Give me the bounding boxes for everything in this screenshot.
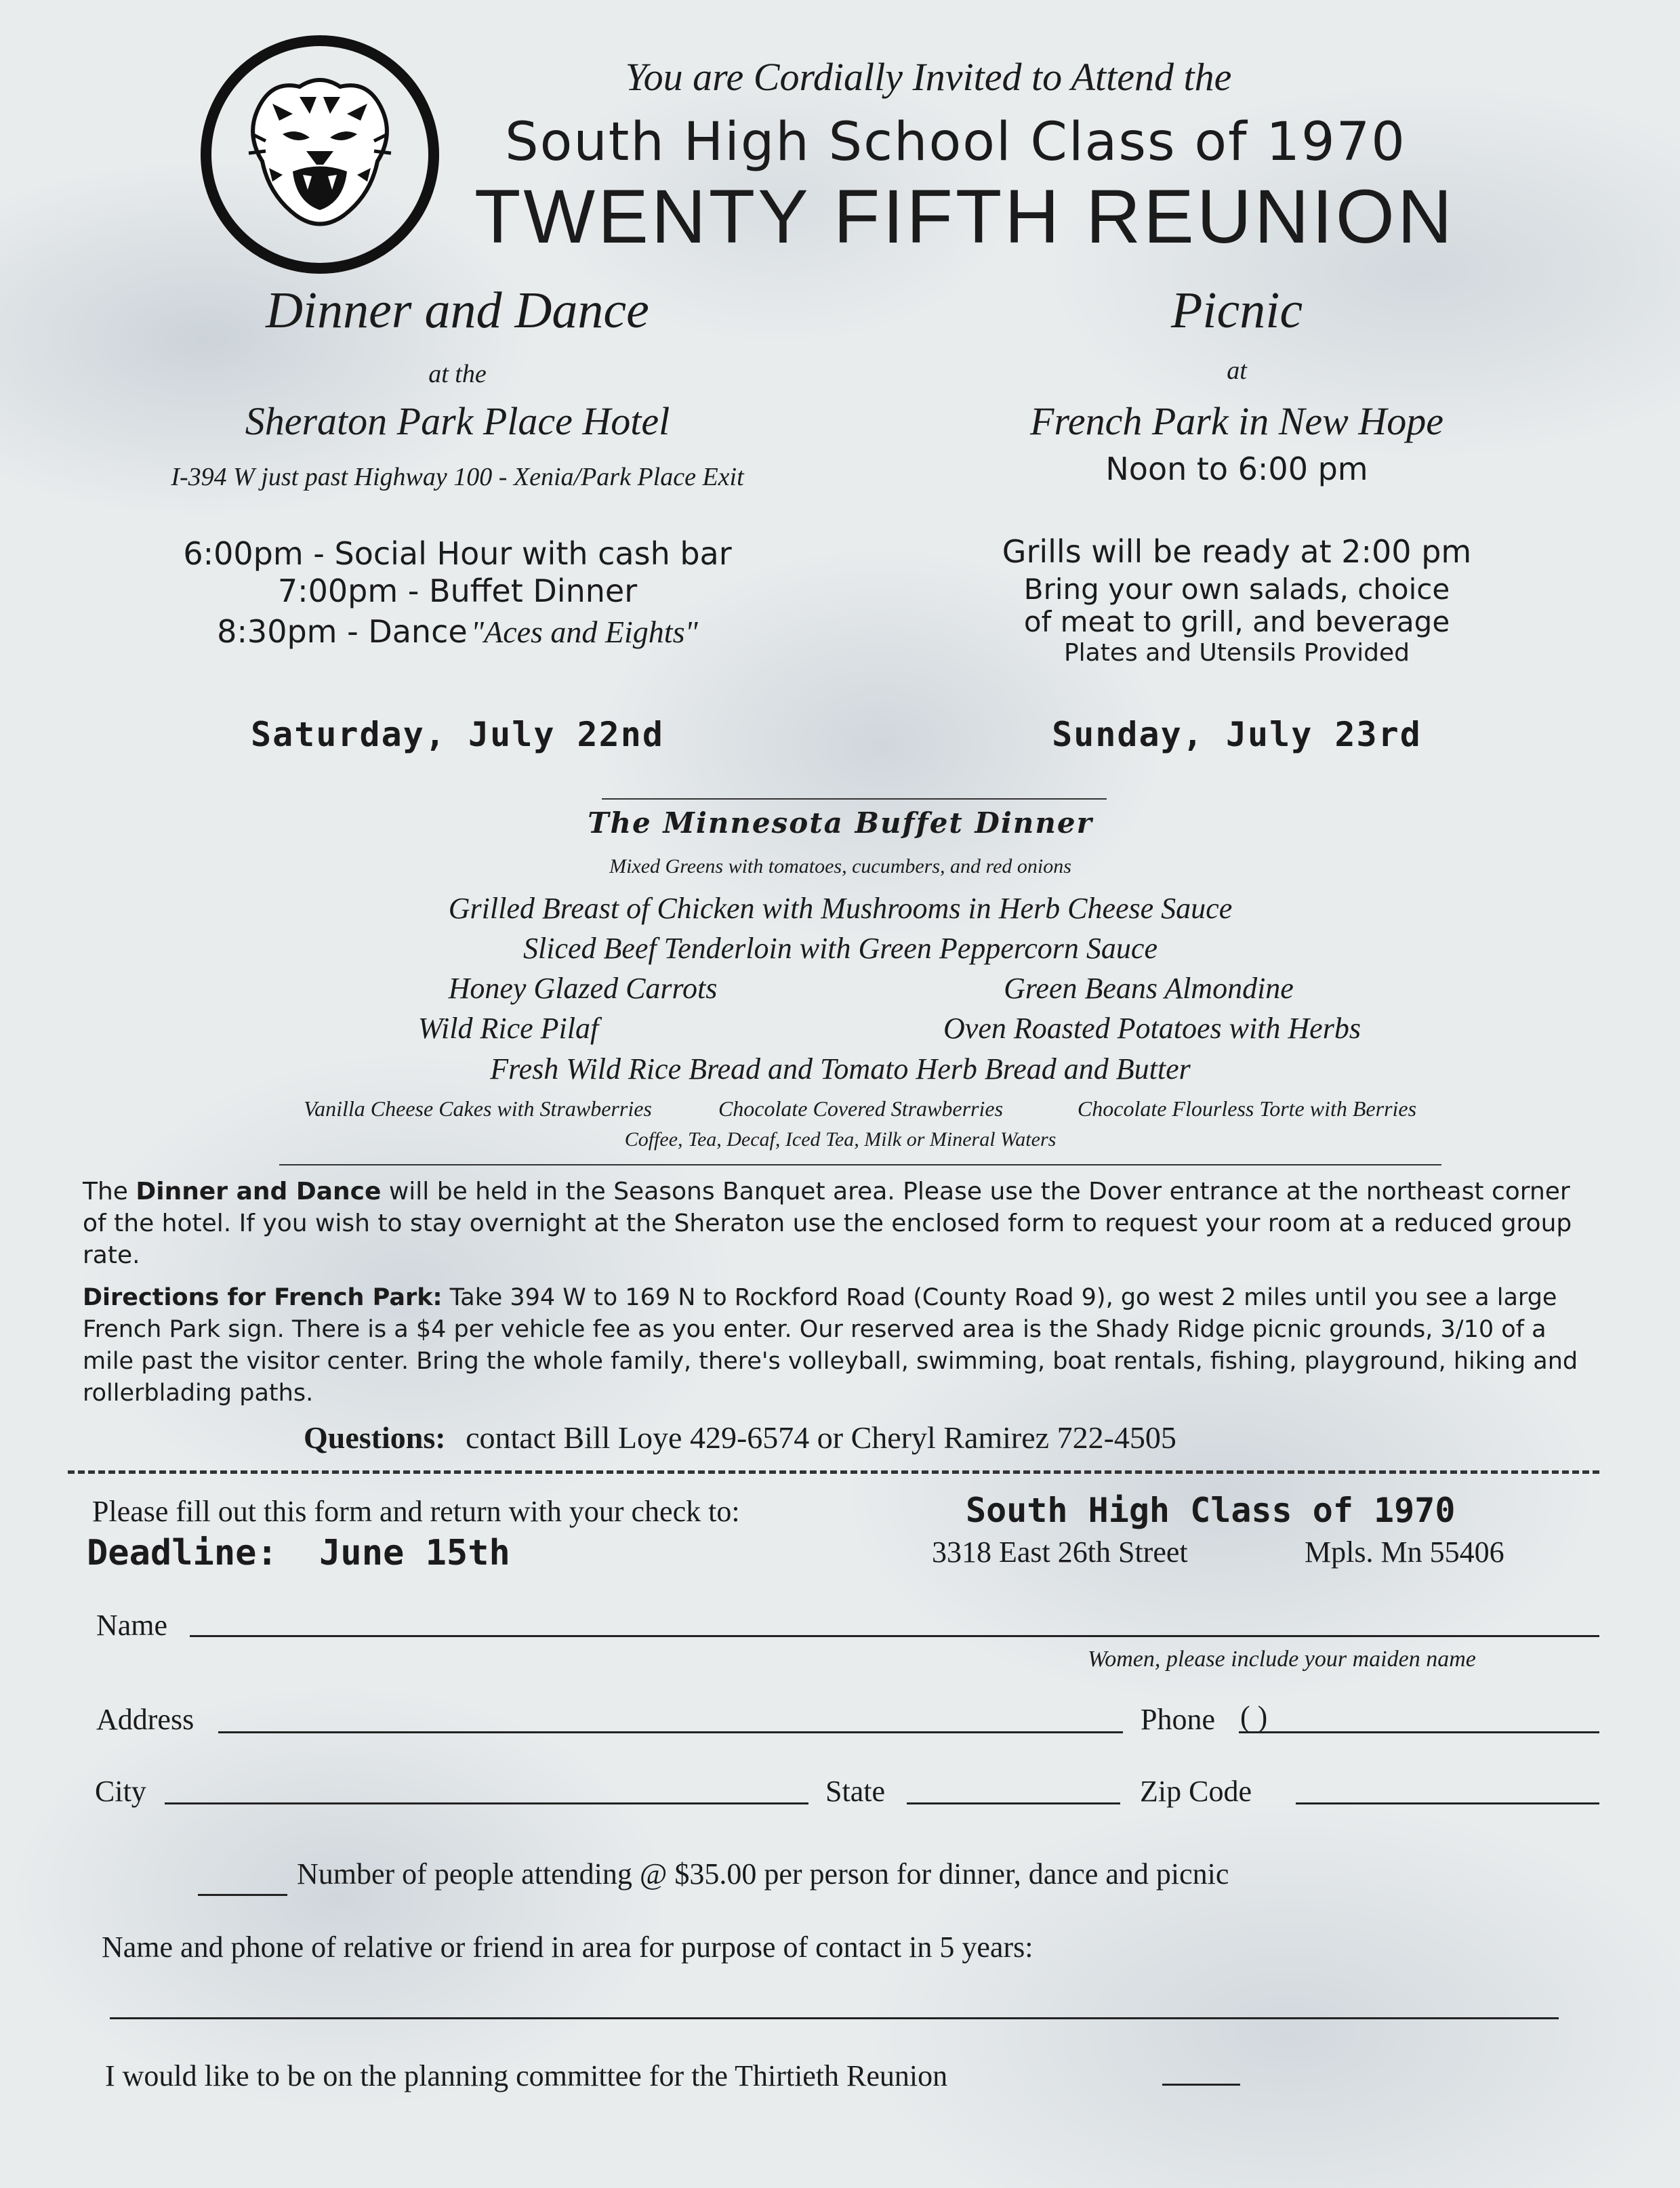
- name-label: Name: [96, 1609, 168, 1642]
- committee-label: I would like to be on the planning committee for the Thirtieth Reunion: [105, 2059, 948, 2092]
- schedule-buffet: 7:00pm - Buffet Dinner: [277, 573, 638, 609]
- picnic-hours: Noon to 6:00 pm: [1105, 451, 1368, 487]
- menu-salad: Mixed Greens with tomatoes, cucumbers, and red onions: [609, 855, 1071, 878]
- dinner-info-paragraph: [83, 1176, 1601, 1271]
- phone-field[interactable]: [1239, 1731, 1599, 1733]
- deadline-label: Deadline:: [87, 1533, 278, 1573]
- schedule-social-hour: 6:00pm - Social Hour with cash bar: [183, 535, 732, 572]
- schedule-dance: [68, 613, 847, 650]
- phone-label: Phone: [1141, 1703, 1215, 1736]
- state-field[interactable]: [907, 1802, 1120, 1804]
- dinner-info-intro: The: [83, 1178, 136, 1205]
- committee-field[interactable]: [1162, 2084, 1240, 2086]
- address-field[interactable]: [218, 1731, 1123, 1733]
- deadline-date: June 15th: [319, 1533, 510, 1573]
- attendee-count-label: Number of people attending @ $35.00 per person for dinner, dance and picnic: [297, 1857, 1229, 1891]
- menu-dessert-strawberries: Chocolate Covered Strawberries: [718, 1096, 1004, 1121]
- invitation-line: You are Cordially Invited to Attend the: [625, 55, 1232, 99]
- state-label: State: [825, 1775, 885, 1808]
- attendee-count-field[interactable]: [198, 1894, 287, 1896]
- picnic-title: Picnic: [1170, 282, 1303, 339]
- menu-potatoes: Oven Roasted Potatoes with Herbs: [943, 1012, 1361, 1045]
- menu-dessert-cheesecake: Vanilla Cheese Cakes with Strawberries: [304, 1096, 652, 1121]
- zip-label: Zip Code: [1140, 1775, 1252, 1808]
- park-directions-label: Directions for French Park:: [83, 1284, 443, 1311]
- questions-contacts: contact Bill Loye 429-6574 or Cheryl Ramirez 722-4505: [466, 1420, 1176, 1455]
- dinner-date: Saturday, July 22nd: [251, 715, 664, 754]
- picnic-venue: French Park in New Hope: [1030, 399, 1443, 443]
- address-label: Address: [96, 1703, 194, 1736]
- park-directions-paragraph: [83, 1282, 1601, 1409]
- dinner-at-label: at the: [428, 360, 487, 388]
- contact-label: Name and phone of relative or friend in area for purpose of contact in 5 years:: [102, 1931, 1033, 1964]
- menu-green-beans: Green Beans Almondine: [1004, 972, 1294, 1005]
- return-street: 3318 East 26th Street: [932, 1535, 1188, 1569]
- menu-bottom-rule: [279, 1164, 1441, 1165]
- menu-top-rule: [602, 798, 1107, 800]
- cut-line: [68, 1470, 1599, 1474]
- park-directions-text: Take 394 W to 169 N to Rockford Road (County Road 9), go west 2 miles until you see a large French Park sign. There is a $4 per vehicle fee as you enter. Our reserved area is the Shady Ridge picnic grounds, 3/10 of a mile past the visitor center. Bring the whole family, there's volleyball, swimming, boat rentals, fishing, playground, hiking and rollerblading paths.: [83, 1284, 1578, 1407]
- return-city: Mpls. Mn 55406: [1305, 1535, 1504, 1569]
- picnic-at-label: at: [1227, 356, 1247, 385]
- menu-drinks: Coffee, Tea, Decaf, Iced Tea, Milk or Mineral Waters: [624, 1128, 1057, 1151]
- name-field[interactable]: [190, 1635, 1599, 1637]
- city-label: City: [95, 1775, 146, 1808]
- picnic-date: Sunday, July 23rd: [1052, 715, 1422, 754]
- tiger-head-icon: [198, 33, 442, 276]
- dinner-info-text: will be held in the Seasons Banquet area. Please use the Dover entrance at the northeast corner of the hotel. If you wish to stay overnight at the Sheraton use the enclosed form to request your room at a reduced group rate.: [83, 1178, 1572, 1269]
- picnic-bring-line1: Bring your own salads, choice: [1023, 573, 1450, 606]
- reunion-title: TWENTY FIFTH REUNION: [474, 174, 1455, 259]
- deadline: [87, 1533, 510, 1573]
- city-field[interactable]: [165, 1802, 808, 1804]
- phone-area-code: ( ): [1240, 1700, 1268, 1733]
- maiden-name-note: Women, please include your maiden name: [1088, 1647, 1476, 1672]
- questions-line: [304, 1420, 1176, 1456]
- dinner-directions: I-394 W just past Highway 100 - Xenia/Park Place Exit: [171, 463, 744, 491]
- schedule-dance-time: 8:30pm - Dance: [217, 613, 468, 650]
- dinner-dance-title: Dinner and Dance: [266, 282, 649, 339]
- menu-dessert-torte: Chocolate Flourless Torte with Berries: [1077, 1096, 1417, 1121]
- return-instruction: Please fill out this form and return with your check to:: [92, 1495, 740, 1528]
- picnic-bring-line2: of meat to grill, and beverage: [1023, 605, 1450, 638]
- return-recipient: South High Class of 1970: [966, 1491, 1456, 1530]
- menu-carrots: Honey Glazed Carrots: [448, 972, 718, 1005]
- contact-field[interactable]: [110, 2017, 1559, 2019]
- menu-beef: Sliced Beef Tenderloin with Green Peppercorn Sauce: [523, 932, 1157, 965]
- dinner-info-bold: Dinner and Dance: [136, 1178, 382, 1205]
- menu-wild-rice: Wild Rice Pilaf: [417, 1012, 599, 1045]
- picnic-plates: Plates and Utensils Provided: [1063, 639, 1410, 667]
- picnic-grills: Grills will be ready at 2:00 pm: [1002, 533, 1472, 570]
- menu-bread: Fresh Wild Rice Bread and Tomato Herb Bread and Butter: [490, 1052, 1191, 1086]
- questions-label: Questions:: [304, 1420, 446, 1455]
- dinner-venue: Sheraton Park Place Hotel: [245, 399, 670, 443]
- school-class-line: South High School Class of 1970: [505, 112, 1406, 173]
- dance-band-name: "Aces and Eights": [470, 615, 698, 649]
- menu-title: The Minnesota Buffet Dinner: [588, 806, 1093, 840]
- menu-chicken: Grilled Breast of Chicken with Mushrooms in Herb Cheese Sauce: [448, 892, 1233, 925]
- zip-field[interactable]: [1296, 1802, 1599, 1804]
